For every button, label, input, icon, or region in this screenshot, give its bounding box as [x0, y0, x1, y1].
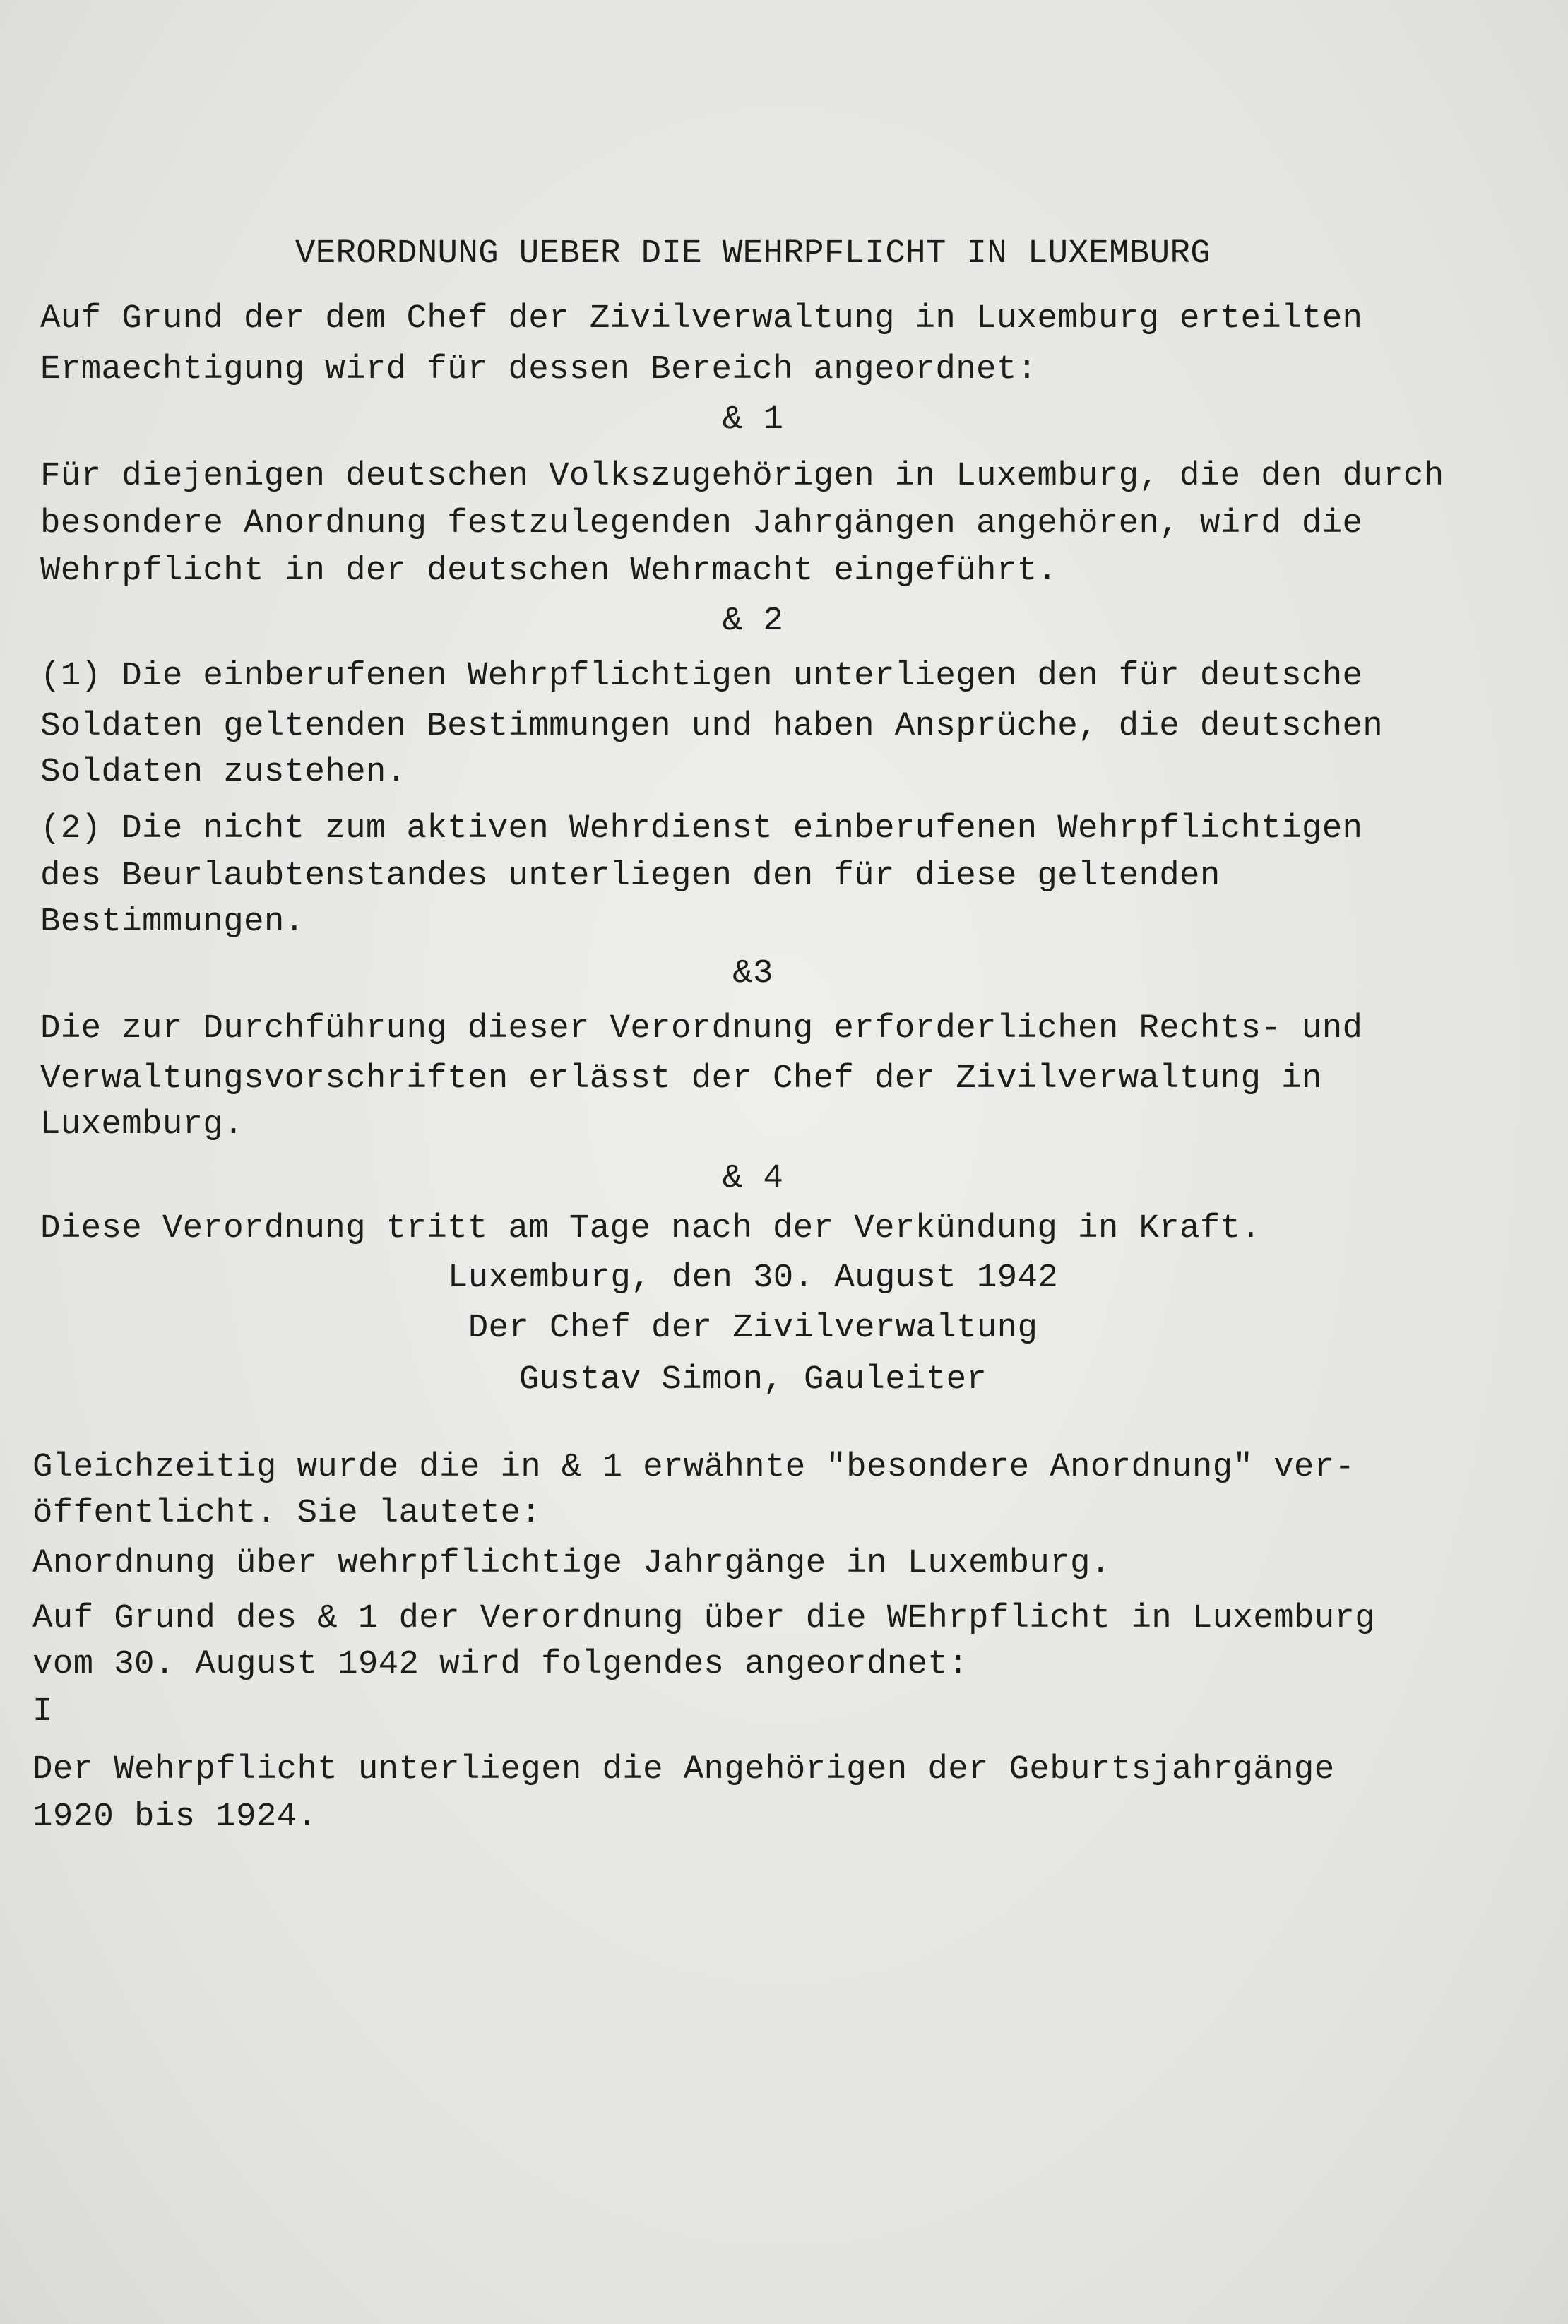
document-title: VERORDNUNG UEBER DIE WEHRPFLICHT IN LUXEMBURG — [295, 235, 1211, 273]
text-line: Bestimmungen. — [40, 903, 305, 941]
text-line: Soldaten zustehen. — [40, 753, 407, 791]
text-line: Auf Grund des & 1 der Verordnung über die WEhrpflicht in Luxemburg — [32, 1599, 1376, 1637]
text-line: Auf Grund der dem Chef der Zivilverwaltung in Luxemburg erteilten — [40, 300, 1363, 338]
text-line: Luxemburg. — [40, 1105, 244, 1144]
section-heading: & 2 — [722, 602, 784, 640]
text-line: Wehrpflicht in der deutschen Wehrmacht eingeführt. — [40, 552, 1058, 590]
text-line: (2) Die nicht zum aktiven Wehrdienst einberufenen Wehrpflichtigen — [40, 810, 1363, 848]
text-line: Anordnung über wehrpflichtige Jahrgänge in Luxemburg. — [32, 1544, 1111, 1582]
signatory-name: Gustav Simon, Gauleiter — [518, 1360, 987, 1399]
text-line: Für diejenigen deutschen Volkszugehörigen in Luxemburg, die den durch — [40, 457, 1444, 495]
text-line: Verwaltungsvorschriften erlässt der Chef der Zivilverwaltung in — [40, 1060, 1322, 1098]
text-line: Der Wehrpflicht unterliegen die Angehörigen der Geburtsjahrgänge — [32, 1750, 1335, 1789]
place-date: Luxemburg, den 30. August 1942 — [447, 1259, 1059, 1297]
text-line: besondere Anordnung festzulegenden Jahrgängen angehören, wird die — [40, 504, 1363, 543]
section-heading: &3 — [732, 954, 773, 992]
section-heading: I — [32, 1692, 53, 1731]
text-line: Die zur Durchführung dieser Verordnung erforderlichen Rechts- und — [40, 1009, 1363, 1048]
section-heading: & 4 — [722, 1159, 784, 1197]
text-line: Soldaten geltenden Bestimmungen und haben Ansprüche, die deutschen — [40, 707, 1384, 745]
text-line: Diese Verordnung tritt am Tage nach der Verkündung in Kraft. — [40, 1209, 1261, 1247]
text-line: 1920 bis 1924. — [32, 1798, 318, 1836]
signatory-title: Der Chef der Zivilverwaltung — [468, 1309, 1038, 1347]
section-heading: & 1 — [722, 401, 784, 439]
text-line: vom 30. August 1942 wird folgendes angeordnet: — [32, 1645, 969, 1683]
text-line: Ermaechtigung wird für dessen Bereich angeordnet: — [40, 350, 1038, 389]
text-line: des Beurlaubtenstandes unterliegen den für diese geltenden — [40, 857, 1220, 895]
text-line: Gleichzeitig wurde die in & 1 erwähnte "besondere Anordnung" ver- — [32, 1448, 1355, 1486]
text-line: (1) Die einberufenen Wehrpflichtigen unterliegen den für deutsche — [40, 657, 1363, 695]
text-line: öffentlicht. Sie lautete: — [32, 1494, 542, 1532]
